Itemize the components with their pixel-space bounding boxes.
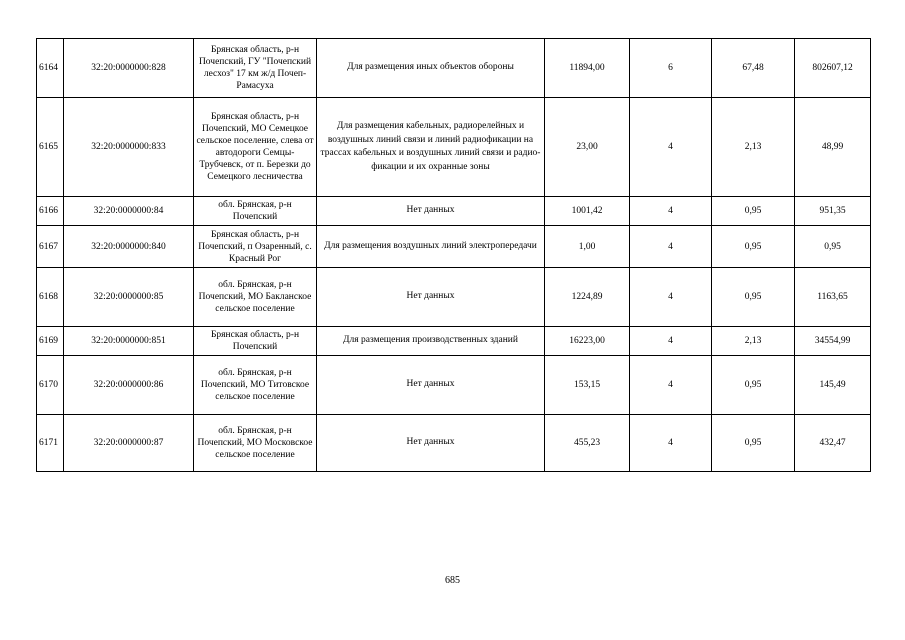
- cadastral-value: 951,35: [795, 197, 871, 226]
- group: 4: [630, 356, 712, 415]
- page-number: 685: [445, 575, 460, 586]
- table-row: [37, 98, 871, 197]
- cadastral-number: 32:20:0000000:833: [64, 98, 194, 197]
- cadastral-value: 34554,99: [795, 327, 871, 356]
- address: Брянская область, р-н Почепский: [194, 327, 317, 356]
- permitted-use: Для размещения воздушных линий электропередачи: [317, 226, 545, 268]
- cadastral-value: 145,49: [795, 356, 871, 415]
- area: 1001,42: [545, 197, 630, 226]
- cadastral-number: 32:20:0000000:851: [64, 327, 194, 356]
- address: обл. Брянская, р-н Почепский, МО Московское сельское поселение: [194, 415, 317, 472]
- row-number: 6164: [37, 39, 64, 98]
- table-row: [37, 197, 871, 226]
- permitted-use: Для размещения производственных зданий: [317, 327, 545, 356]
- address: Брянская область, р-н Почепский, ГУ "Почепский лесхоз" 17 км ж/д Почеп-Рамасуха: [194, 39, 317, 98]
- area: 16223,00: [545, 327, 630, 356]
- cadastral-value: 48,99: [795, 98, 871, 197]
- permitted-use: Нет данных: [317, 415, 545, 472]
- group: 4: [630, 226, 712, 268]
- table-row: [37, 356, 871, 415]
- permitted-use: Нет данных: [317, 197, 545, 226]
- group: 4: [630, 415, 712, 472]
- table-row: [37, 327, 871, 356]
- rate: 0,95: [712, 226, 795, 268]
- group: 4: [630, 197, 712, 226]
- cadastral-value: 0,95: [795, 226, 871, 268]
- area: 455,23: [545, 415, 630, 472]
- rate: 2,13: [712, 98, 795, 197]
- area: 1224,89: [545, 268, 630, 327]
- address: Брянская область, р-н Почепский, п Озаренный, с. Красный Рог: [194, 226, 317, 268]
- row-number: 6168: [37, 268, 64, 327]
- area: 11894,00: [545, 39, 630, 98]
- row-number: 6165: [37, 98, 64, 197]
- address: обл. Брянская, р-н Почепский: [194, 197, 317, 226]
- rate: 0,95: [712, 415, 795, 472]
- area: 1,00: [545, 226, 630, 268]
- group: 4: [630, 98, 712, 197]
- permitted-use: Нет данных: [317, 268, 545, 327]
- row-number: 6166: [37, 197, 64, 226]
- area: 23,00: [545, 98, 630, 197]
- row-number: 6167: [37, 226, 64, 268]
- row-number: 6169: [37, 327, 64, 356]
- cadastral-number: 32:20:0000000:828: [64, 39, 194, 98]
- rate: 0,95: [712, 268, 795, 327]
- group: 6: [630, 39, 712, 98]
- rate: 67,48: [712, 39, 795, 98]
- table-row: [37, 39, 871, 98]
- cadastral-value: 1163,65: [795, 268, 871, 327]
- cadastral-value: 802607,12: [795, 39, 871, 98]
- group: 4: [630, 268, 712, 327]
- cadastral-value: 432,47: [795, 415, 871, 472]
- cadastral-number: 32:20:0000000:86: [64, 356, 194, 415]
- rate: 2,13: [712, 327, 795, 356]
- cadastral-number: 32:20:0000000:85: [64, 268, 194, 327]
- address: Брянская область, р-н Почепский, МО Семецкое сельское поселение, слева от автодороги Семцы-Трубчевск, от п. Березки до Семецкого лесничества: [194, 98, 317, 197]
- area: 153,15: [545, 356, 630, 415]
- group: 4: [630, 327, 712, 356]
- cadastral-number: 32:20:0000000:87: [64, 415, 194, 472]
- table-row: [37, 268, 871, 327]
- cadastral-number: 32:20:0000000:840: [64, 226, 194, 268]
- address: обл. Брянская, р-н Почепский, МО Бакланское сельское поселение: [194, 268, 317, 327]
- permitted-use: Для размещения кабельных, радиорелейных и воздушных линий связи и линий радиофикации на трассах кабельных и воздушных линий связи и радио-фикации и их охранные зоны: [317, 98, 545, 197]
- permitted-use: Нет данных: [317, 356, 545, 415]
- rate: 0,95: [712, 356, 795, 415]
- table-row: [37, 415, 871, 472]
- permitted-use: Для размещения иных объектов обороны: [317, 39, 545, 98]
- rate: 0,95: [712, 197, 795, 226]
- table-row: [37, 226, 871, 268]
- cadastral-number: 32:20:0000000:84: [64, 197, 194, 226]
- row-number: 6170: [37, 356, 64, 415]
- row-number: 6171: [37, 415, 64, 472]
- land-plots-table: [36, 38, 871, 472]
- address: обл. Брянская, р-н Почепский, МО Титовское сельское поселение: [194, 356, 317, 415]
